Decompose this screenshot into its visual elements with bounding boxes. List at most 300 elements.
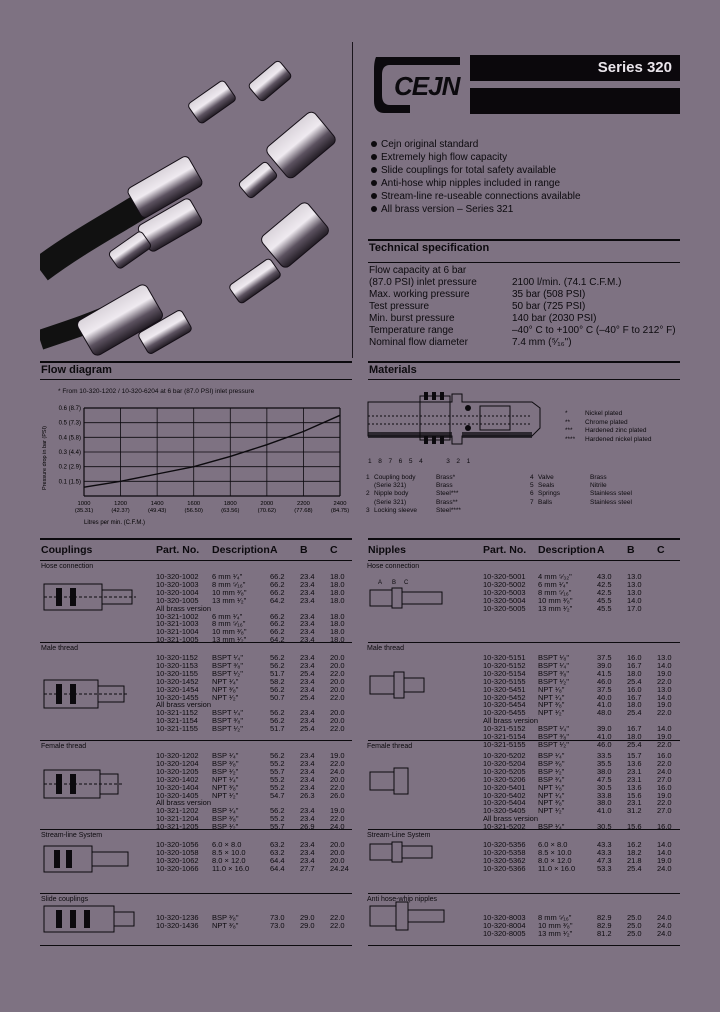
cell-a: 37.5	[597, 653, 612, 662]
cell-c: 22.0	[330, 758, 345, 768]
cell-c: 22.0	[330, 724, 345, 734]
spec-value: 35 bar (508 PSI)	[512, 289, 586, 300]
column-divider	[352, 42, 353, 358]
cell-description: NPT ¹⁄₄"	[538, 692, 565, 702]
cell-part-no: 10-320-5202	[483, 751, 526, 760]
cell-c: 20.0	[330, 855, 345, 865]
cell-description: 8.0 × 12.0	[538, 855, 572, 865]
flow-ytick-label: 0.1 (1.5)	[58, 479, 81, 486]
cell-a: 56.2	[270, 716, 285, 726]
cell-c: 14.0	[657, 840, 672, 849]
cell-description: BSP ¹⁄₄"	[538, 751, 565, 760]
cell-b: 25.4	[300, 668, 315, 678]
tech-spec-title: Technical specification	[369, 242, 490, 254]
cell-b: 23.4	[300, 684, 315, 694]
cell-description: BSPT ¹⁄₂"	[212, 724, 243, 734]
cell-b: 25.0	[627, 913, 642, 922]
cell-part-no: 10-320-5001	[483, 572, 526, 581]
nipples-rule-top	[368, 538, 680, 540]
nipples-col-c: C	[657, 544, 665, 556]
cell-c: 20.0	[330, 774, 345, 784]
table-row	[156, 822, 352, 832]
cell-a: 33.5	[597, 751, 612, 760]
cell-description: BSPT ³⁄₈"	[212, 660, 244, 670]
cell-a: 55.2	[270, 774, 285, 784]
couplings-group-label: Male thread	[41, 645, 78, 652]
cell-part-no: 10-320-1058	[156, 847, 199, 857]
cell-description: BSP ¹⁄₂"	[538, 766, 565, 776]
feature-item: Slide couplings for total safety available	[370, 164, 690, 177]
cell-c: 19.0	[330, 751, 345, 760]
cell-a: 37.5	[597, 684, 612, 694]
cell-part-no: 10-321-1004	[156, 627, 199, 637]
cell-b: 23.4	[300, 766, 315, 776]
flow-xtick-label: (42.37)	[111, 508, 130, 514]
cell-description: BSP ³⁄₈"	[212, 913, 239, 922]
cell-c: 24.0	[657, 920, 672, 930]
cell-part-no: 10-320-8005	[483, 928, 526, 938]
flow-series-line	[84, 415, 340, 487]
cell-description: 13 mm ¹⁄₂"	[212, 635, 247, 645]
cell-part-no: 10-321-5202	[483, 822, 526, 832]
cell-b: 23.4	[300, 840, 315, 849]
cell-c: 24.0	[657, 928, 672, 938]
feature-list	[370, 138, 690, 216]
cell-b: 23.4	[300, 716, 315, 726]
cell-b: 23.1	[627, 798, 642, 808]
part-row: 2 Nipple body Steel***	[366, 490, 459, 498]
cell-b: 25.0	[627, 928, 642, 938]
cell-part-no: 10-320-5455	[483, 708, 526, 718]
product-photo	[40, 40, 352, 358]
cell-a: 45.5	[597, 603, 612, 613]
cell-description: BSP ¹⁄₄"	[212, 751, 239, 760]
cell-a: 43.3	[597, 840, 612, 849]
cell-b: 18.2	[627, 847, 642, 857]
cell-b: 23.4	[300, 847, 315, 857]
cell-b: 13.6	[627, 782, 642, 792]
flow-xtick-label: (77.68)	[294, 508, 313, 514]
cell-c: 22.0	[330, 782, 345, 792]
spec-label: Min. burst pressure	[369, 313, 455, 324]
couplings-col-b: B	[300, 544, 308, 556]
flow-ytick-label: 0.4 (5.8)	[58, 435, 81, 442]
cell-part-no: 10-320-5205	[483, 766, 526, 776]
tech-spec-rule-top	[368, 239, 680, 241]
cell-part-no: 10-320-1205	[156, 766, 199, 776]
cell-b: 25.4	[300, 724, 315, 734]
cell-part-no: 10-320-5358	[483, 847, 526, 857]
cell-part-no: 10-320-1002	[156, 572, 199, 581]
spec-value: 7.4 mm (⁵⁄₁₆")	[512, 337, 572, 348]
flow-ylabel: Pressure drop in bar (PSI)	[42, 426, 48, 490]
cell-a: 51.7	[270, 668, 285, 678]
cell-a: 55.2	[270, 782, 285, 792]
feature-item: Anti-hose whip nipples included in range	[370, 177, 690, 190]
cell-a: 43.3	[597, 847, 612, 857]
cell-c: 24.0	[330, 822, 345, 832]
cell-c: 13.0	[657, 684, 672, 694]
cell-a: 66.2	[270, 619, 285, 629]
cell-description: BSPT ¹⁄₂"	[538, 676, 569, 686]
cell-description: 8 mm ⁵⁄₁₆"	[538, 913, 572, 922]
cell-c: 14.0	[657, 724, 672, 734]
cell-b: 23.1	[627, 774, 642, 784]
nipples-group-label: Female thread	[367, 743, 413, 750]
cell-b: 23.4	[300, 855, 315, 865]
cell-description: NPT ¹⁄₄"	[212, 676, 239, 686]
part-row: (Serie 321) Brass**	[374, 498, 458, 506]
part-row: 1 Coupling body Brass*	[366, 474, 456, 481]
cell-b: 13.0	[627, 572, 642, 581]
cell-a: 55.7	[270, 766, 285, 776]
couplings-header-rule	[40, 560, 352, 561]
flow-xtick-label: (49.43)	[147, 508, 167, 514]
cell-a: 33.8	[597, 790, 612, 800]
cell-c: 20.0	[330, 660, 345, 670]
cell-part-no: 10-320-1153	[156, 660, 198, 670]
couplings-col-partno: Part. No.	[156, 544, 200, 556]
nipples-col-partno: Part. No.	[483, 544, 527, 556]
nipples-bottom-rule	[368, 945, 680, 946]
cell-a: 42.5	[597, 587, 612, 597]
part-row: (Serie 321) Brass	[374, 482, 453, 490]
cell-description: NPT ¹⁄₈"	[538, 684, 565, 694]
cell-description: 10 mm ³⁄₈"	[538, 920, 573, 930]
legend-item: **** Hardened nickel plated	[565, 435, 652, 443]
cell-a: 38.0	[597, 798, 612, 808]
subgroup-label: All brass version	[156, 603, 212, 613]
cell-c: 22.0	[330, 920, 345, 930]
cell-description: BSP ³⁄₈"	[212, 758, 239, 768]
nipples-group-label: Male thread	[367, 645, 404, 652]
cell-part-no: 10-320-1204	[156, 758, 199, 768]
cell-description: BSPT ¹⁄₄"	[212, 653, 244, 662]
subgroup-label: All brass version	[156, 798, 212, 808]
cell-a: 48.0	[597, 708, 612, 718]
cell-description: 8.5 × 10.0	[212, 847, 246, 857]
cell-part-no: 10-320-5154	[483, 668, 526, 678]
cell-part-no: 10-320-5206	[483, 774, 526, 784]
cell-a: 40.0	[597, 692, 612, 702]
cell-a: 46.0	[597, 676, 612, 686]
cell-description: BSP ³⁄₄"	[538, 774, 565, 784]
spec-label: Flow capacity at 6 bar	[369, 265, 467, 276]
cell-c: 19.0	[657, 732, 672, 741]
cell-a: 30.5	[597, 822, 612, 832]
cell-a: 66.2	[270, 627, 285, 637]
cell-b: 23.4	[300, 579, 315, 589]
cell-c: 18.0	[330, 619, 345, 629]
flow-xtick-label: 2000	[260, 501, 274, 507]
cell-b: 16.7	[627, 692, 642, 702]
cell-b: 23.1	[627, 766, 642, 776]
cell-description: BSPT ¹⁄₄"	[212, 708, 244, 718]
cell-description: BSPT ¹⁄₂"	[538, 739, 569, 749]
cell-description: BSP ¹⁄₂"	[212, 822, 239, 832]
cell-description: 6 mm ¹⁄₄"	[538, 579, 569, 589]
cell-part-no: 10-320-1056	[156, 840, 199, 849]
cell-part-no: 10-320-1236	[156, 913, 199, 922]
flow-xtick-label: 2400	[333, 501, 347, 507]
cell-part-no: 10-320-5155	[483, 676, 526, 686]
cell-b: 15.6	[627, 822, 642, 832]
table-row	[156, 635, 352, 645]
cell-c: 22.0	[657, 676, 672, 686]
cell-part-no: 10-320-1404	[156, 782, 199, 792]
spec-value: 2100 l/min. (74.1 C.F.M.)	[512, 277, 622, 288]
cell-b: 26.3	[300, 790, 315, 800]
cell-a: 82.9	[597, 920, 612, 930]
cell-part-no: 10-320-5204	[483, 758, 526, 768]
cell-a: 56.2	[270, 751, 285, 760]
cell-b: 16.2	[627, 840, 642, 849]
cell-c: 14.0	[657, 847, 672, 857]
spec-value: 50 bar (725 PSI)	[512, 301, 586, 312]
cell-description: BSPT ¹⁄₄"	[538, 724, 570, 734]
cell-part-no: 10-321-1002	[156, 611, 199, 621]
cell-c: 18.0	[330, 611, 345, 621]
cell-b: 23.4	[300, 619, 315, 629]
cell-b: 25.4	[627, 676, 642, 686]
flow-xtick-label: 2200	[296, 501, 310, 507]
subgroup-label: All brass version	[156, 700, 212, 710]
cell-b: 23.4	[300, 653, 315, 662]
cejn-logo	[370, 53, 466, 117]
cell-a: 45.5	[597, 595, 612, 605]
flow-chart	[40, 396, 360, 530]
cell-description: 6 mm ¹⁄₄"	[212, 572, 243, 581]
cell-c: 22.0	[657, 758, 672, 768]
cell-b: 13.0	[627, 587, 642, 597]
flow-rule	[40, 379, 352, 380]
cell-part-no: 10-320-5401	[483, 782, 526, 792]
cell-b: 16.0	[627, 684, 642, 694]
cell-c: 18.0	[330, 579, 345, 589]
flow-xtick-label: (56.50)	[184, 508, 203, 514]
couplings-col-a: A	[270, 544, 278, 556]
cell-a: 51.7	[270, 724, 285, 734]
dim-c-label: C	[404, 580, 409, 586]
cell-b: 15.6	[627, 790, 642, 800]
cell-a: 63.2	[270, 847, 285, 857]
cell-c: 27.0	[657, 774, 672, 784]
cell-description: 8 mm ⁵⁄₁₆"	[212, 619, 246, 629]
part-row: 7 Balls Stainless steel	[530, 498, 632, 506]
cell-description: 10 mm ³⁄₈"	[212, 587, 247, 597]
cell-part-no: 10-320-5004	[483, 595, 526, 605]
cell-b: 23.4	[300, 782, 315, 792]
cell-b: 27.7	[300, 863, 315, 873]
cell-c: 20.0	[330, 653, 345, 662]
cell-b: 25.0	[627, 920, 642, 930]
cell-part-no: 10-321-1202	[156, 806, 199, 816]
cell-a: 41.0	[597, 732, 612, 741]
parts-list-left	[366, 474, 526, 515]
feature-item: All brass version – Series 321	[370, 203, 690, 216]
flow-ytick-label: 0.2 (2.9)	[58, 464, 81, 471]
cell-a: 47.3	[597, 855, 612, 865]
cell-part-no: 10-320-1455	[156, 692, 199, 702]
table-row	[156, 921, 352, 931]
cell-b: 23.4	[300, 774, 315, 784]
cell-c: 19.0	[657, 668, 672, 678]
part-row: 6 Springs Stainless steel	[530, 490, 632, 498]
cell-b: 25.4	[300, 692, 315, 702]
series-banner-lower	[470, 88, 680, 114]
cell-a: 50.7	[270, 692, 285, 702]
flow-xtick-label: 1200	[114, 501, 128, 507]
cell-description: NPT ¹⁄₄"	[212, 774, 239, 784]
cell-part-no: 10-321-1205	[156, 822, 199, 832]
cell-c: 13.0	[657, 653, 672, 662]
cell-a: 73.0	[270, 913, 285, 922]
cell-b: 23.4	[300, 572, 315, 581]
cell-a: 39.0	[597, 660, 612, 670]
cell-b: 13.6	[627, 758, 642, 768]
cell-b: 16.0	[627, 653, 642, 662]
cell-c: 24.0	[330, 766, 345, 776]
series-banner	[470, 55, 680, 81]
cell-b: 18.0	[627, 668, 642, 678]
spec-label: Max. working pressure	[369, 289, 470, 300]
cell-part-no: 10-320-5002	[483, 579, 526, 589]
cell-a: 42.5	[597, 579, 612, 589]
cell-c: 14.0	[657, 660, 672, 670]
cell-description: 10 mm ³⁄₈"	[212, 627, 247, 637]
cell-b: 31.2	[627, 806, 642, 816]
cell-description: BSPT ³⁄₈"	[212, 716, 244, 726]
cell-a: 56.2	[270, 660, 285, 670]
cell-c: 16.0	[657, 751, 672, 760]
feature-item: Cejn original standard	[370, 138, 690, 151]
cell-c: 16.0	[657, 782, 672, 792]
legend-item: ** Chrome plated	[565, 418, 628, 426]
cell-b: 16.7	[627, 660, 642, 670]
cell-a: 55.7	[270, 822, 285, 832]
cell-part-no: 10-321-1005	[156, 635, 199, 645]
cell-b: 18.0	[627, 700, 642, 710]
spec-value: 140 bar (2030 PSI)	[512, 313, 597, 324]
flow-xtick-label: 1600	[187, 501, 201, 507]
flow-ytick-label: 0.3 (4.4)	[58, 450, 81, 456]
nipples-group-label: Anti hose-whip nipples	[367, 896, 438, 903]
couplings-rule-top	[40, 538, 352, 540]
cell-part-no: 10-321-5152	[483, 724, 526, 734]
cell-b: 16.7	[627, 724, 642, 734]
cell-part-no: 10-321-1154	[156, 716, 198, 726]
cell-a: 56.2	[270, 653, 285, 662]
cell-description: 6.0 × 8.0	[538, 840, 568, 849]
materials-legend	[565, 410, 685, 444]
cell-description: BSPT ¹⁄₄"	[538, 660, 570, 670]
cell-c: 24.0	[657, 766, 672, 776]
cell-c: 24.0	[657, 913, 672, 922]
flow-note: * From 10-320-1202 / 10-320-6204 at 6 bar (87.0 PSI) inlet pressure	[58, 388, 255, 395]
parts-list-right	[530, 474, 680, 507]
materials-title: Materials	[369, 364, 417, 376]
flow-xtick-label: 1000	[77, 501, 91, 507]
cell-part-no: 10-320-1202	[156, 751, 199, 760]
cell-b: 23.4	[300, 758, 315, 768]
couplings-group-label: Hose connection	[41, 563, 94, 570]
cell-description: 4 mm ⁵⁄₃₂"	[538, 572, 572, 581]
cell-part-no: 10-321-1204	[156, 814, 199, 824]
cell-description: NPT ³⁄₈"	[212, 684, 239, 694]
cell-a: 81.2	[597, 928, 612, 938]
cell-a: 64.2	[270, 635, 285, 645]
cell-a: 35.5	[597, 758, 612, 768]
cell-part-no: 10-320-1004	[156, 587, 199, 597]
table-row	[483, 604, 680, 614]
couplings-group-label: Slide couplings	[41, 896, 89, 903]
nipples-title: Nipples	[368, 544, 406, 556]
couplings-title: Couplings	[41, 544, 93, 556]
cell-description: BSP ¹⁄₄"	[212, 806, 239, 816]
table-row	[156, 724, 352, 734]
cell-c: 20.0	[330, 684, 345, 694]
cell-description: 13 mm ¹⁄₂"	[212, 595, 247, 605]
cell-b: 21.8	[627, 855, 642, 865]
cell-b: 23.4	[300, 806, 315, 816]
legend-item: * Nickel plated	[565, 410, 623, 417]
cell-part-no: 10-320-5362	[483, 855, 526, 865]
flow-ytick-label: 0.6 (8.7)	[58, 406, 81, 412]
flow-xtick-label: (84.75)	[330, 508, 350, 514]
cell-description: BSPT ¹⁄₂"	[212, 668, 243, 678]
part-row: 4 Valve Brass	[530, 474, 607, 481]
cell-a: 30.5	[597, 782, 612, 792]
couplings-col-c: C	[330, 544, 338, 556]
cell-part-no: 10-320-1402	[156, 774, 199, 784]
coupling-cross-section	[362, 386, 552, 458]
cell-c: 22.0	[330, 814, 345, 824]
cell-a: 46.0	[597, 739, 612, 749]
cell-part-no: 10-320-5356	[483, 840, 526, 849]
table-row	[483, 740, 680, 750]
cell-c: 18.0	[330, 587, 345, 597]
cell-part-no: 10-321-1155	[156, 724, 198, 734]
series-title: Series 320	[597, 59, 672, 76]
cell-description: NPT ¹⁄₈"	[538, 782, 565, 792]
cell-part-no: 10-320-1436	[156, 920, 199, 930]
cell-part-no: 10-320-1452	[156, 676, 199, 686]
cell-part-no: 10-320-5402	[483, 790, 526, 800]
feature-item: Stream-line re-useable connections available	[370, 190, 690, 203]
cell-b: 23.4	[300, 635, 315, 645]
table-row	[156, 864, 352, 874]
cell-description: 8 mm ⁵⁄₁₆"	[538, 587, 572, 597]
cell-c: 22.0	[330, 668, 345, 678]
cell-b: 23.4	[300, 611, 315, 621]
couplings-bottom-rule	[40, 945, 352, 946]
table-row	[483, 929, 680, 939]
cell-c: 26.0	[330, 790, 345, 800]
nipple-drawings	[364, 570, 474, 940]
cell-c: 20.0	[330, 847, 345, 857]
materials-callouts: 1 8 7 6 5 4 3 2 1	[368, 458, 472, 465]
cell-c: 19.0	[657, 700, 672, 710]
cell-b: 23.4	[300, 627, 315, 637]
cell-description: NPT ³⁄₈"	[538, 700, 565, 710]
cell-part-no: 10-320-8004	[483, 920, 526, 930]
dim-b-label: B	[392, 580, 397, 586]
cell-c: 16.0	[657, 822, 672, 832]
cell-part-no: 10-320-8003	[483, 913, 526, 922]
cell-description: NPT ¹⁄₂"	[538, 708, 565, 718]
cell-a: 39.0	[597, 724, 612, 734]
cell-description: BSPT ³⁄₈"	[538, 732, 570, 741]
